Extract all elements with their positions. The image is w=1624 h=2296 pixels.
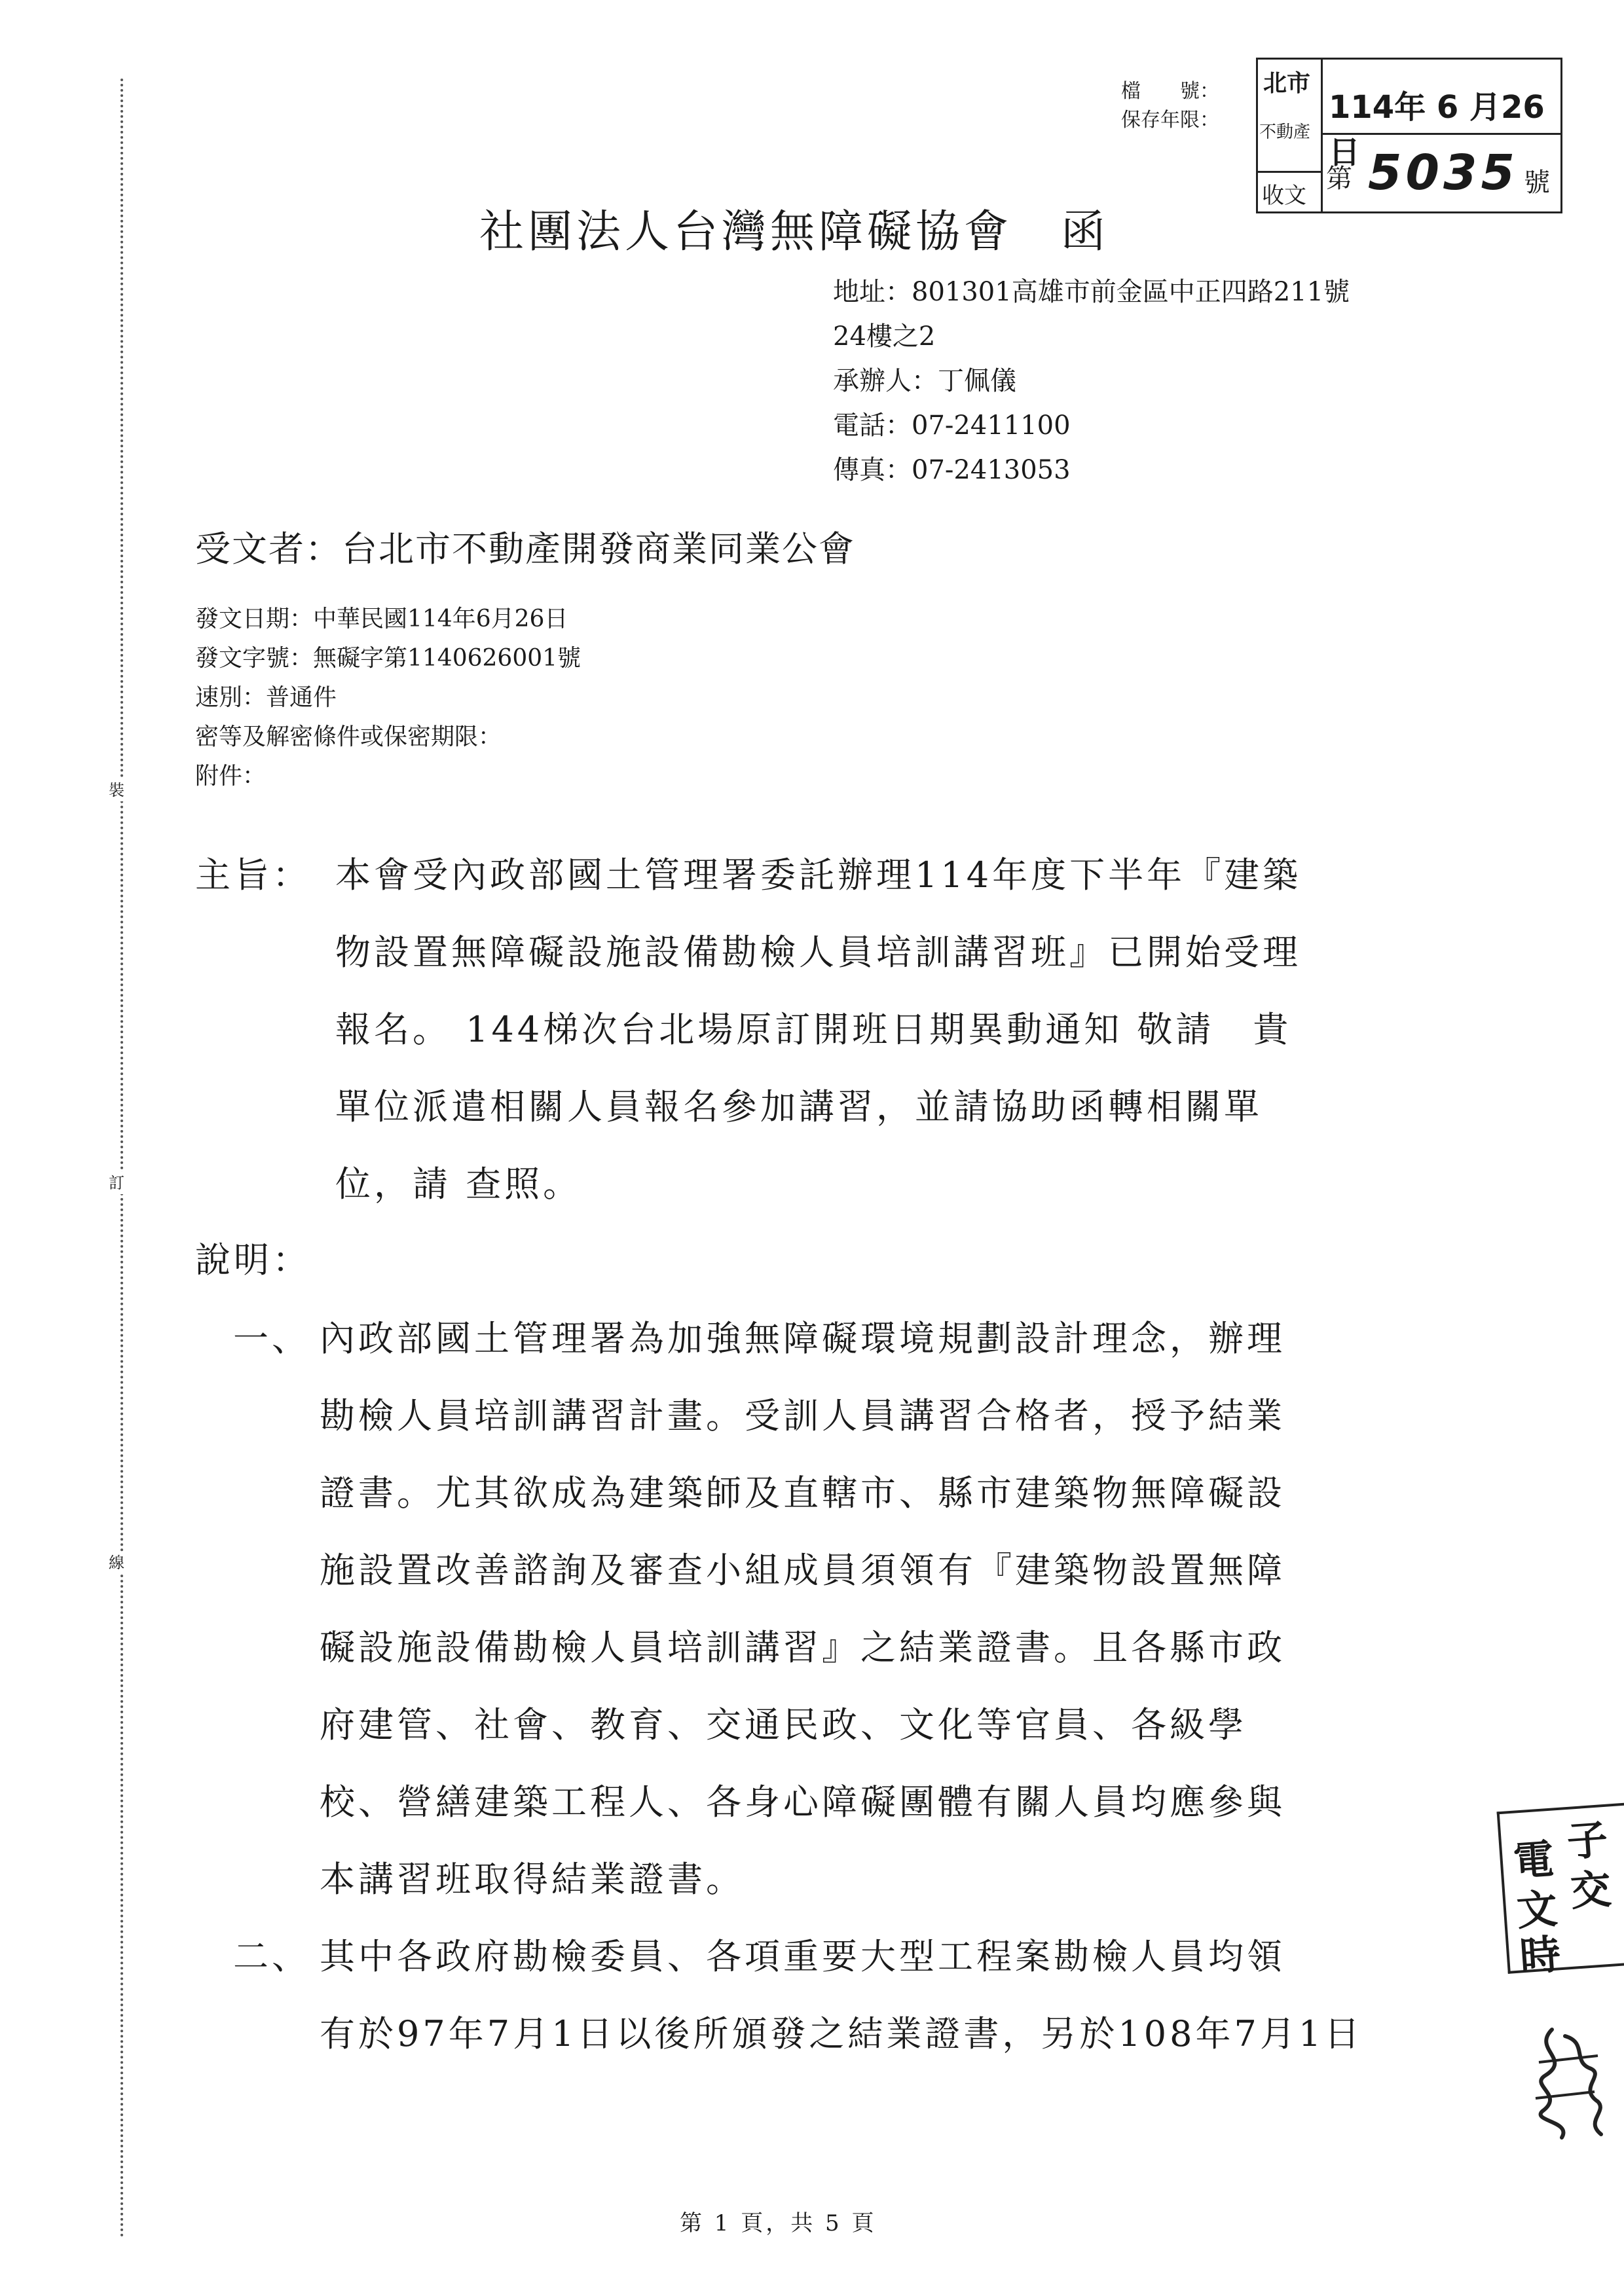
- explanation-item1-line: 勘檢人員培訓講習計畫。受訓人員講習合格者，授予結業: [320, 1395, 1285, 1436]
- receipt-stamp: [1256, 58, 1562, 213]
- sender-phone-row: [833, 403, 1071, 448]
- archive-file-no-label: 檔 號：: [1121, 80, 1219, 103]
- sender-address-line1: [833, 270, 1350, 314]
- explanation-item1-line: 內政部國土管理署為加強無障礙環境規劃設計理念，辦理: [320, 1318, 1285, 1359]
- sender-address: 801301高雄市前金區中正四路211號: [912, 277, 1350, 307]
- sender-address-line2: 24樓之2: [833, 321, 936, 352]
- sender-phone-label: 電話：: [833, 410, 912, 441]
- explanation-item2-marker: 二、: [233, 1936, 310, 1977]
- sender-contact-label: 承辦人：: [833, 366, 938, 396]
- sender-contact-row: [833, 359, 1016, 403]
- stamp-no-prefix: 第: [1326, 164, 1352, 194]
- electronic-document-seal: [1497, 1802, 1624, 1981]
- seal-char: 文: [1515, 1884, 1559, 1935]
- explanation-item1-line: 府建管、社會、教育、交通民政、文化等官員、各級學: [320, 1704, 1247, 1745]
- stamp-no-value: 5035: [1368, 145, 1519, 201]
- explanation-item1-line: 校、營繕建築工程人、各身心障礙團體有關人員均應參與: [320, 1781, 1285, 1823]
- margin-mark-line: 線: [109, 1552, 124, 1574]
- sender-fax-label: 傳真：: [833, 455, 912, 485]
- explanation-item1-line: 證書。尤其欲成為建築師及直轄市、縣市建築物無障礙設: [320, 1472, 1285, 1514]
- subject-line: 物設置無障礙設施設備勘檢人員培訓講習班』已開始受理: [335, 932, 1301, 973]
- binding-margin-dotted-line: [120, 79, 123, 2239]
- issue-date: 發文日期：中華民國114年6月26日: [195, 606, 568, 632]
- sender-phone: 07-2411100: [912, 410, 1071, 441]
- explanation-item2-line: 有於97年7月1日以後所頒發之結業證書，另於108年7月1日: [320, 2013, 1363, 2054]
- seal-char: 子: [1565, 1815, 1610, 1866]
- subject-line: 本會受內政部國土管理署委託辦理114年度下半年『建築: [335, 854, 1302, 896]
- sender-fax: 07-2413053: [912, 455, 1071, 485]
- secrecy-level: 密等及解密條件或保密期限：: [195, 723, 502, 750]
- seal-char: 交: [1568, 1865, 1613, 1916]
- page-number: 第 1 頁，共 5 頁: [680, 2210, 877, 2236]
- archive-retention-label: 保存年限：: [1121, 109, 1219, 132]
- subject-label: 主旨：: [195, 854, 311, 896]
- sender-fax-row: [833, 448, 1071, 492]
- explanation-item2-line: 其中各政府勘檢委員、各項重要大型工程案勘檢人員均領: [320, 1936, 1285, 1977]
- explanation-label: 說明：: [195, 1239, 311, 1281]
- document-number: 發文字號：無礙字第1140626001號: [195, 645, 581, 672]
- sender-contact: 丁佩儀: [938, 366, 1016, 396]
- subject-line: 報名。 144梯次台北場原訂開班日期異動通知 敬請 貴: [335, 1009, 1292, 1050]
- seal-char: 電: [1511, 1834, 1556, 1886]
- explanation-item1-line: 本講習班取得結業證書。: [320, 1859, 745, 1900]
- attachments: 附件：: [195, 763, 267, 790]
- subject-line: 單位派遣相關人員報名參加講習，並請協助函轉相關單: [335, 1086, 1263, 1127]
- margin-mark-staple: 訂: [109, 1172, 124, 1194]
- stamp-no-suffix: 號: [1524, 168, 1550, 198]
- signature-mark: [1526, 2023, 1611, 2147]
- stamp-org-bottom: 不動產: [1259, 122, 1311, 142]
- margin-mark-bind: 裝: [109, 779, 124, 801]
- explanation-item1-line: 礙設施設備勘檢人員培訓講習』之結業證書。且各縣市政: [320, 1627, 1285, 1668]
- delivery-speed: 速別：普通件: [195, 684, 337, 711]
- explanation-item1-line: 施設置改善諮詢及審查小組成員須領有『建築物設置無障: [320, 1550, 1285, 1591]
- seal-char: 時: [1518, 1930, 1562, 1981]
- document-title: 社團法人台灣無障礙協會 函: [479, 206, 1110, 258]
- explanation-item1-marker: 一、: [233, 1318, 310, 1359]
- stamp-receipt-label: 收文: [1262, 183, 1306, 209]
- recipient: 受文者：台北市不動產開發商業同業公會: [195, 528, 855, 570]
- sender-address-label: 地址：: [833, 277, 912, 307]
- stamp-date: 114年 6 月26日: [1329, 89, 1545, 171]
- stamp-org-top: 北市: [1263, 70, 1311, 97]
- subject-line: 位，請 查照。: [335, 1163, 582, 1205]
